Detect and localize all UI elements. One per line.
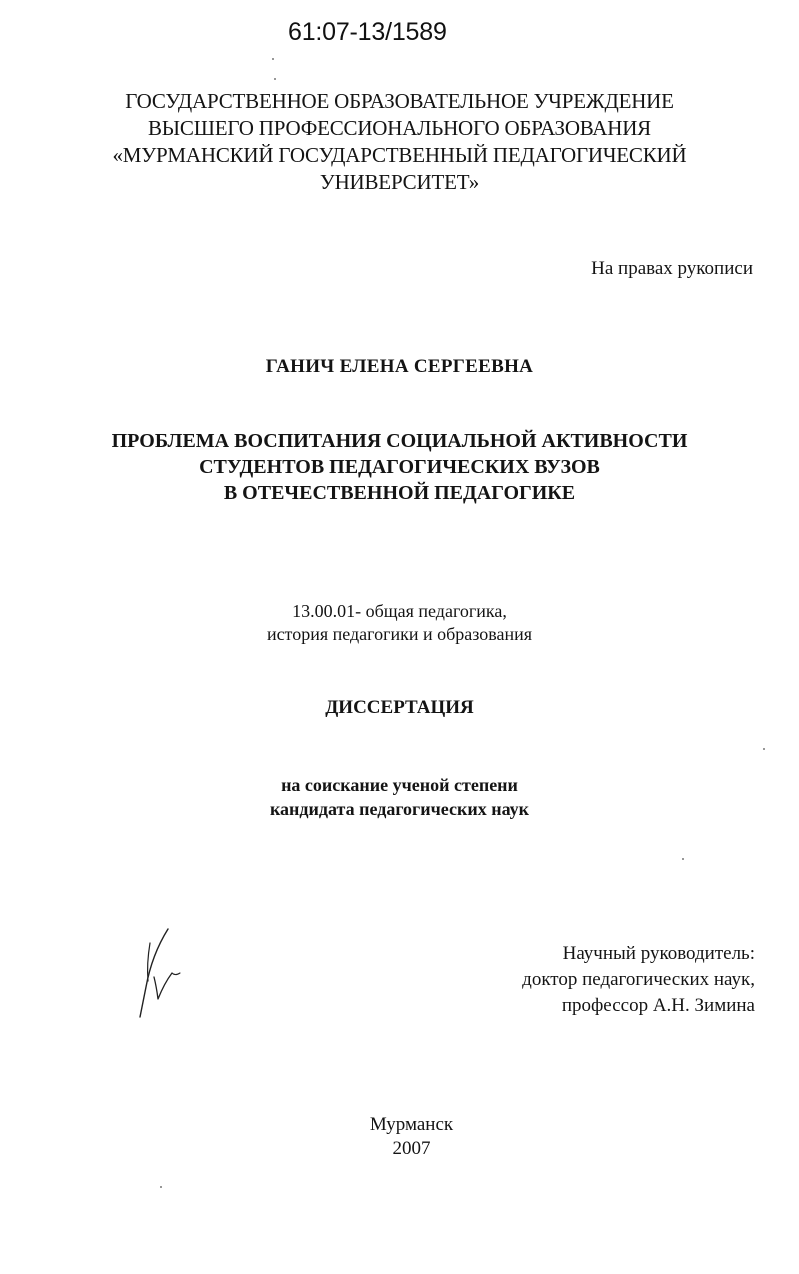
document-type: ДИССЕРТАЦИЯ <box>325 697 474 718</box>
specialty-line: история педагогики и образования <box>266 624 533 644</box>
title-line: СТУДЕНТОВ ПЕДАГОГИЧЕСКИХ ВУЗОВ <box>199 456 600 478</box>
scan-speck <box>763 748 765 750</box>
city: Мурманск <box>369 1114 454 1135</box>
scan-speck <box>274 78 276 80</box>
supervisor-line: профессор А.Н. Зимина <box>561 995 755 1016</box>
supervisor-signature <box>128 925 188 1025</box>
specialty-line: 13.00.01- общая педагогика, <box>292 601 507 621</box>
degree-line: на соискание ученой степени <box>281 775 518 795</box>
institution-line: ВЫСШЕГО ПРОФЕССИОНАЛЬНОГО ОБРАЗОВАНИЯ <box>148 116 651 140</box>
manuscript-rights: На правах рукописи <box>591 258 753 279</box>
scan-speck <box>272 58 274 60</box>
supervisor-line: доктор педагогических наук, <box>522 969 755 990</box>
scan-speck <box>160 1186 162 1188</box>
institution-line: «МУРМАНСКИЙ ГОСУДАРСТВЕННЫЙ ПЕДАГОГИЧЕСКИЙ <box>112 143 687 167</box>
year: 2007 <box>392 1138 431 1159</box>
title-line: В ОТЕЧЕСТВЕННОЙ ПЕДАГОГИКЕ <box>223 482 576 504</box>
title-line: ПРОБЛЕМА ВОСПИТАНИЯ СОЦИАЛЬНОЙ АКТИВНОСТИ <box>111 430 688 452</box>
supervisor-block <box>522 941 755 1019</box>
institution-line: УНИВЕРСИТЕТ» <box>319 170 480 194</box>
author-name: ГАНИЧ ЕЛЕНА СЕРГЕЕВНА <box>265 356 534 377</box>
degree-line: кандидата педагогических наук <box>269 799 530 819</box>
scan-speck <box>682 858 684 860</box>
institution-line: ГОСУДАРСТВЕННОЕ ОБРАЗОВАТЕЛЬНОЕ УЧРЕЖДЕНИЕ <box>125 89 674 113</box>
archive-code: 61:07-13/1589 <box>288 18 447 46</box>
supervisor-line: Научный руководитель: <box>562 943 755 964</box>
